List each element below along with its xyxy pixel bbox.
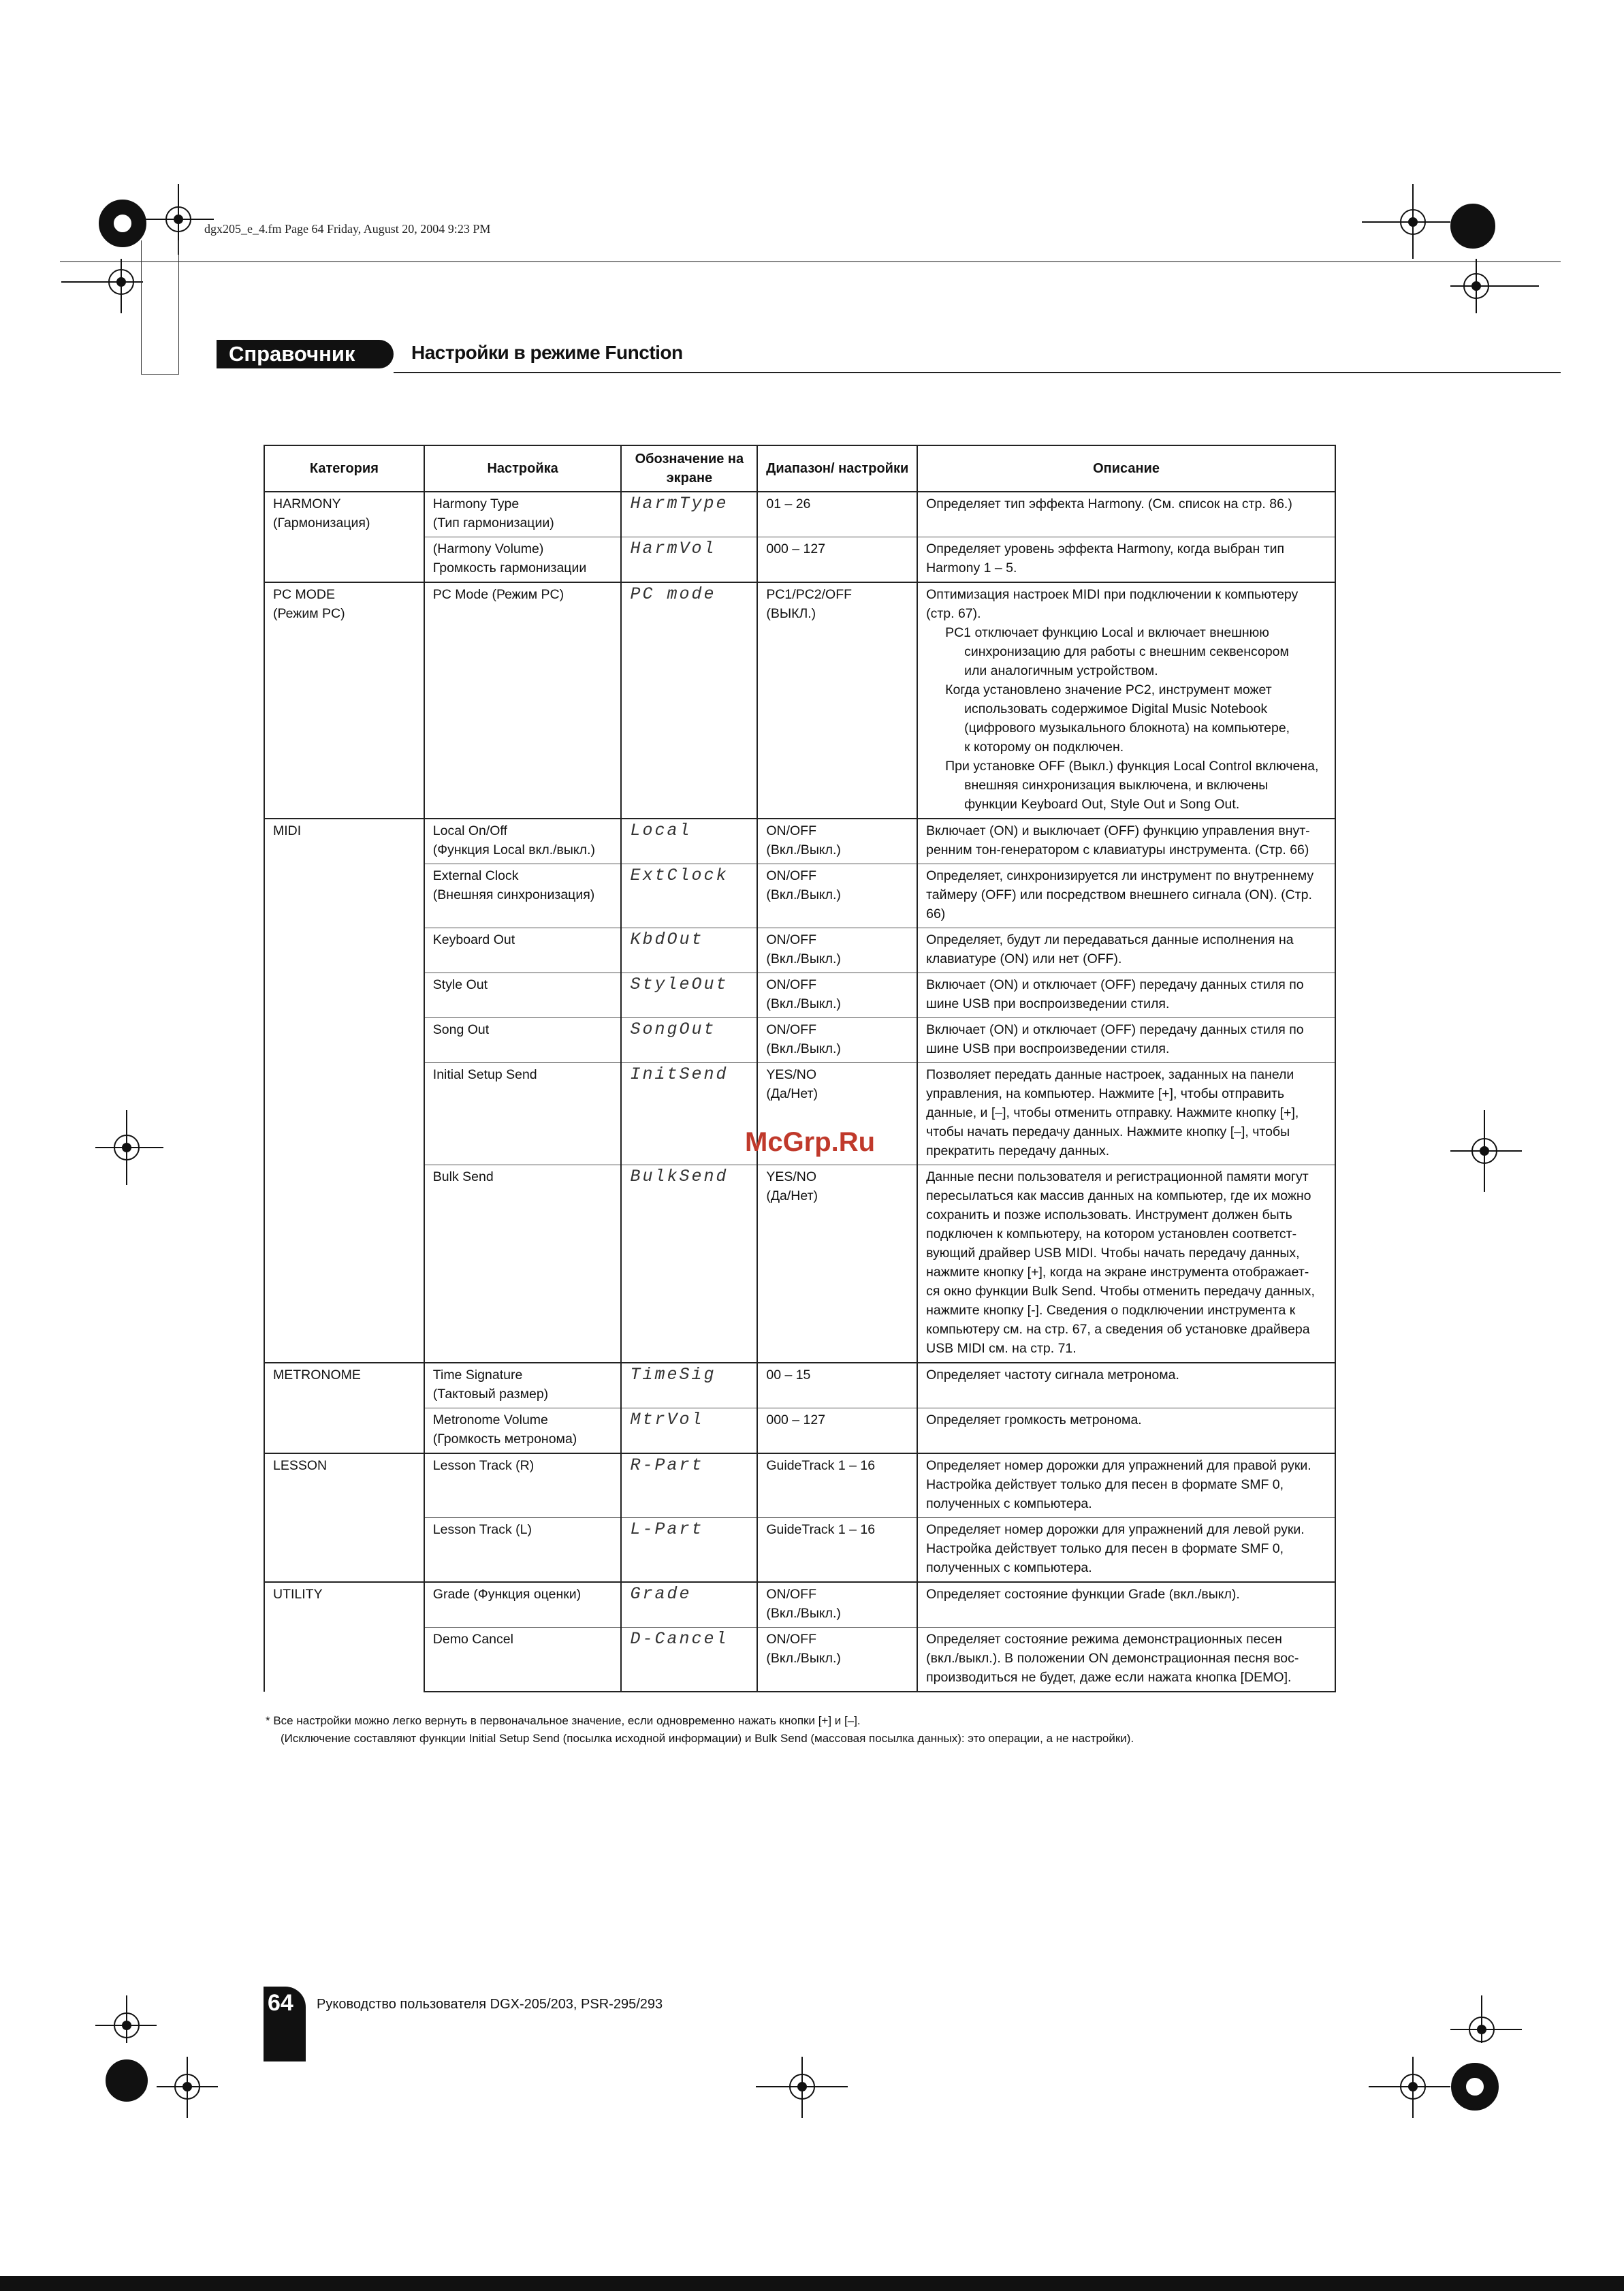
setting-cell bbox=[424, 973, 622, 1018]
table-row bbox=[264, 864, 1335, 928]
description-line: нажмите кнопку [-]. Сведения о подключении инструмента к bbox=[926, 1303, 1296, 1318]
range-label: (Вкл./Выкл.) bbox=[766, 1651, 841, 1666]
description-line: Позволяет передать данные настроек, заданных на панели bbox=[926, 1067, 1294, 1082]
table-row bbox=[264, 928, 1335, 973]
range-cell bbox=[757, 1363, 917, 1408]
range-label: ON/OFF bbox=[766, 1587, 817, 1602]
description-line: Определяет уровень эффекта Harmony, когда выбран тип bbox=[926, 541, 1285, 556]
display-cell: D-Cancel bbox=[621, 1628, 757, 1692]
setting-label: Time Signature bbox=[432, 1368, 523, 1382]
range-cell bbox=[757, 1453, 917, 1518]
description-line: полученных с компьютера. bbox=[926, 1496, 1092, 1511]
display-cell: Local bbox=[621, 819, 757, 864]
range-cell bbox=[757, 1165, 917, 1363]
setting-label: Song Out bbox=[432, 1022, 490, 1037]
description-line: (стр. 67). bbox=[926, 606, 981, 621]
setting-label: (Функция Local вкл./выкл.) bbox=[432, 842, 595, 857]
description-cell bbox=[917, 864, 1335, 928]
description-line: нажмите кнопку [+], когда на экране инструмента отображает- bbox=[926, 1265, 1309, 1280]
display-cell: TimeSig bbox=[621, 1363, 757, 1408]
bottom-bar bbox=[0, 2276, 1624, 2291]
table-row bbox=[264, 1165, 1335, 1363]
category-cell bbox=[264, 492, 424, 582]
page-title: Настройки в режиме Function bbox=[411, 342, 683, 363]
category-label: HARMONY bbox=[273, 496, 341, 511]
display-cell: HarmVol bbox=[621, 537, 757, 583]
setting-label: Громкость гармонизации bbox=[432, 560, 587, 575]
description-cell bbox=[917, 1582, 1335, 1628]
description-line: Настройка действует только для песен в формате SMF 0, bbox=[926, 1477, 1284, 1492]
header-category: Категория bbox=[264, 445, 424, 492]
range-label: ON/OFF bbox=[766, 868, 817, 883]
footnote bbox=[266, 1712, 1423, 1748]
description-line: клавиатуре (ON) или нет (OFF). bbox=[926, 951, 1122, 966]
setting-label: Style Out bbox=[432, 977, 488, 992]
description-cell bbox=[917, 928, 1335, 973]
description-cell bbox=[917, 1165, 1335, 1363]
category-label: PC MODE bbox=[273, 587, 336, 602]
description-line: сохранить и позже использовать. Инструмент должен быть bbox=[926, 1207, 1292, 1222]
setting-label: Demo Cancel bbox=[432, 1632, 513, 1647]
description-line: полученных с компьютера. bbox=[926, 1560, 1092, 1575]
range-label: ON/OFF bbox=[766, 932, 817, 947]
range-cell bbox=[757, 537, 917, 583]
description-line: Определяет частоту сигнала метронома. bbox=[926, 1368, 1179, 1382]
range-label: (Вкл./Выкл.) bbox=[766, 842, 841, 857]
description-line: данные, и [–], чтобы отменить отправку. Нажмите кнопку [+], bbox=[926, 1105, 1299, 1120]
category-label: LESSON bbox=[273, 1458, 328, 1473]
description-line: Определяет номер дорожки для упражнений для правой руки. bbox=[926, 1458, 1311, 1473]
table-row bbox=[264, 1018, 1335, 1063]
description-line: Включает (ON) и отключает (OFF) передачу данных стиля по bbox=[926, 977, 1304, 992]
description-cell bbox=[917, 819, 1335, 864]
range-label: ON/OFF bbox=[766, 1022, 817, 1037]
description-cell bbox=[917, 1628, 1335, 1692]
tab-outline bbox=[141, 240, 179, 375]
range-cell bbox=[757, 1408, 917, 1454]
setting-label: (Тип гармонизации) bbox=[432, 516, 554, 531]
range-label: 00 – 15 bbox=[766, 1368, 811, 1382]
range-label: ON/OFF bbox=[766, 1632, 817, 1647]
description-line: Данные песни пользователя и регистрационной памяти могут bbox=[926, 1169, 1309, 1184]
range-label: ON/OFF bbox=[766, 977, 817, 992]
description-line: Определяет громкость метронома. bbox=[926, 1412, 1142, 1427]
footnote-line-1: * Все настройки можно легко вернуть в первоначальное значение, если одновременно нажать кнопки [+] и [–]. bbox=[266, 1714, 861, 1727]
description-line: шине USB при воспроизведении стиля. bbox=[926, 996, 1170, 1011]
category-cell bbox=[264, 1582, 424, 1692]
description-line: Определяет номер дорожки для упражнений для левой руки. bbox=[926, 1522, 1305, 1537]
range-cell bbox=[757, 973, 917, 1018]
range-cell bbox=[757, 1582, 917, 1628]
description-cell bbox=[917, 1063, 1335, 1165]
description-cell bbox=[917, 582, 1335, 819]
description-line: компьютеру см. на стр. 67, а сведения об установке драйвера bbox=[926, 1322, 1310, 1337]
setting-cell bbox=[424, 928, 622, 973]
description-subline: использовать содержимое Digital Music Notebook bbox=[964, 701, 1268, 716]
description-line: Определяет состояние режима демонстрационных песен bbox=[926, 1632, 1282, 1647]
range-label: PC1/PC2/OFF bbox=[766, 587, 853, 602]
range-label: (Вкл./Выкл.) bbox=[766, 887, 841, 902]
description-cell bbox=[917, 1363, 1335, 1408]
display-cell: StyleOut bbox=[621, 973, 757, 1018]
setting-cell bbox=[424, 1363, 622, 1408]
description-line: пересылаться как массив данных на компьютер, где их можно bbox=[926, 1188, 1311, 1203]
range-label: (Да/Нет) bbox=[766, 1086, 818, 1101]
description-line: Определяет состояние функции Grade (вкл./выкл). bbox=[926, 1587, 1240, 1602]
range-label: (ВЫКЛ.) bbox=[766, 606, 816, 621]
table-row bbox=[264, 1363, 1335, 1408]
description-cell bbox=[917, 1453, 1335, 1518]
table-row bbox=[264, 1408, 1335, 1454]
category-label: (Режим PC) bbox=[273, 606, 345, 621]
range-label: YES/NO bbox=[766, 1169, 817, 1184]
print-slug: dgx205_e_4.fm Page 64 Friday, August 20, 2004 9:23 PM bbox=[204, 222, 491, 236]
description-subline: синхронизацию для работы с внешним секвенсором bbox=[964, 644, 1289, 659]
category-cell bbox=[264, 582, 424, 819]
setting-label: Keyboard Out bbox=[432, 932, 515, 947]
setting-label: Initial Setup Send bbox=[432, 1067, 537, 1082]
description-line: производиться не будет, даже если нажата кнопка [DEMO]. bbox=[926, 1670, 1292, 1685]
setting-cell bbox=[424, 1582, 622, 1628]
description-line: Определяет, синхронизируется ли инструмент по внутреннему bbox=[926, 868, 1314, 883]
setting-cell bbox=[424, 819, 622, 864]
range-label: (Да/Нет) bbox=[766, 1188, 818, 1203]
display-cell: InitSend bbox=[621, 1063, 757, 1165]
display-cell: L-Part bbox=[621, 1518, 757, 1583]
table-row bbox=[264, 973, 1335, 1018]
description-line: управления, на компьютер. Нажмите [+], чтобы отправить bbox=[926, 1086, 1285, 1101]
description-subline: внешняя синхронизация выключена, и включены bbox=[964, 778, 1269, 793]
range-label: GuideTrack 1 – 16 bbox=[766, 1458, 876, 1473]
description-cell bbox=[917, 1018, 1335, 1063]
description-subline: (цифрового музыкального блокнота) на компьютере, bbox=[964, 721, 1290, 736]
display-cell: ExtClock bbox=[621, 864, 757, 928]
description-line: ся окно функции Bulk Send. Чтобы отменить передачу данных, bbox=[926, 1284, 1315, 1299]
setting-label: Harmony Type bbox=[432, 496, 520, 511]
footer-text: Руководство пользователя DGX-205/203, PSR-295/293 bbox=[317, 1997, 663, 2012]
setting-cell bbox=[424, 1063, 622, 1165]
setting-cell bbox=[424, 1018, 622, 1063]
description-subline: При установке OFF (Выкл.) функция Local Control включена, bbox=[945, 759, 1319, 774]
range-label: GuideTrack 1 – 16 bbox=[766, 1522, 876, 1537]
description-cell bbox=[917, 1518, 1335, 1583]
category-label: (Гармонизация) bbox=[273, 516, 370, 531]
setting-label: External Clock bbox=[432, 868, 519, 883]
range-cell bbox=[757, 492, 917, 537]
range-label: ON/OFF bbox=[766, 823, 817, 838]
table-header-row bbox=[264, 445, 1335, 492]
setting-cell bbox=[424, 492, 622, 537]
range-cell bbox=[757, 928, 917, 973]
header-rule bbox=[394, 372, 1561, 373]
description-line: вующий драйвер USB MIDI. Чтобы начать передачу данных, bbox=[926, 1246, 1300, 1261]
description-line: шине USB при воспроизведении стиля. bbox=[926, 1041, 1170, 1056]
range-label: 000 – 127 bbox=[766, 1412, 826, 1427]
category-cell bbox=[264, 1363, 424, 1453]
setting-label: (Внешняя синхронизация) bbox=[432, 887, 595, 902]
description-line: ренним тон-генератором с клавиатуры инструмента. (Стр. 66) bbox=[926, 842, 1309, 857]
description-line: Включает (ON) и выключает (OFF) функцию управления внут- bbox=[926, 823, 1310, 838]
header-description: Описание bbox=[917, 445, 1335, 492]
table-row bbox=[264, 1453, 1335, 1518]
description-line: (вкл./выкл.). В положении ON демонстрационная песня вос- bbox=[926, 1651, 1299, 1666]
description-line: таймеру (OFF) или посредством внешнего сигнала (ON). (Стр. 66) bbox=[926, 887, 1312, 921]
table-row bbox=[264, 819, 1335, 864]
range-cell bbox=[757, 1518, 917, 1583]
description-subline: Когда установлено значение PC2, инструмент может bbox=[945, 682, 1272, 697]
description-line: Определяет тип эффекта Harmony. (См. список на стр. 86.) bbox=[926, 496, 1292, 511]
description-subline: PC1 отключает функцию Local и включает внешнюю bbox=[945, 625, 1269, 640]
display-cell: R-Part bbox=[621, 1453, 757, 1518]
header-setting: Настройка bbox=[424, 445, 622, 492]
footnote-line-2: (Исключение составляют функции Initial Setup Send (посылка исходной информации) и Bulk Send (массовая посылка данных): это операции, а не настройки). bbox=[281, 1732, 1134, 1745]
description-line: Harmony 1 – 5. bbox=[926, 560, 1017, 575]
range-cell bbox=[757, 819, 917, 864]
category-cell bbox=[264, 819, 424, 1363]
range-label: (Вкл./Выкл.) bbox=[766, 1606, 841, 1621]
header-display: Обозначение на экране bbox=[621, 445, 757, 492]
setting-cell bbox=[424, 582, 622, 819]
description-cell bbox=[917, 1408, 1335, 1454]
setting-label: Local On/Off bbox=[432, 823, 507, 838]
range-label: 000 – 127 bbox=[766, 541, 826, 556]
range-cell bbox=[757, 1018, 917, 1063]
setting-label: Lesson Track (R) bbox=[432, 1458, 535, 1473]
range-label: YES/NO bbox=[766, 1067, 817, 1082]
range-cell bbox=[757, 864, 917, 928]
setting-cell bbox=[424, 537, 622, 583]
display-cell: SongOut bbox=[621, 1018, 757, 1063]
range-label: (Вкл./Выкл.) bbox=[766, 996, 841, 1011]
category-label: METRONOME bbox=[273, 1368, 361, 1382]
display-cell: KbdOut bbox=[621, 928, 757, 973]
setting-label: Grade (Функция оценки) bbox=[432, 1587, 582, 1602]
range-cell bbox=[757, 1628, 917, 1692]
description-line: Определяет, будут ли передаваться данные исполнения на bbox=[926, 932, 1294, 947]
description-line: чтобы начать передачу данных. Нажмите кнопку [–], чтобы bbox=[926, 1124, 1290, 1139]
setting-label: (Громкость метронома) bbox=[432, 1432, 577, 1447]
display-cell: PC mode bbox=[621, 582, 757, 819]
setting-cell bbox=[424, 1408, 622, 1454]
function-settings-table bbox=[264, 445, 1336, 1692]
description-line: прекратить передачу данных. bbox=[926, 1143, 1110, 1158]
description-line: Включает (ON) и отключает (OFF) передачу данных стиля по bbox=[926, 1022, 1304, 1037]
setting-label: (Harmony Volume) bbox=[432, 541, 544, 556]
table-row bbox=[264, 537, 1335, 583]
description-subline: к которому он подключен. bbox=[964, 740, 1124, 755]
table-row bbox=[264, 1518, 1335, 1583]
category-label: UTILITY bbox=[273, 1587, 323, 1602]
display-cell: BulkSend bbox=[621, 1165, 757, 1363]
table-row bbox=[264, 582, 1335, 819]
description-subline: или аналогичным устройством. bbox=[964, 663, 1158, 678]
category-cell bbox=[264, 1453, 424, 1582]
setting-label: PC Mode (Режим PC) bbox=[432, 587, 564, 602]
watermark: McGrp.Ru bbox=[745, 1127, 876, 1157]
description-line: Настройка действует только для песен в формате SMF 0, bbox=[926, 1541, 1284, 1556]
setting-cell bbox=[424, 864, 622, 928]
description-line: USB MIDI см. на стр. 71. bbox=[926, 1341, 1077, 1356]
range-cell bbox=[757, 582, 917, 819]
setting-label: Metronome Volume bbox=[432, 1412, 548, 1427]
table-row bbox=[264, 1582, 1335, 1628]
range-label: 01 – 26 bbox=[766, 496, 811, 511]
header-range: Диапазон/ настройки bbox=[757, 445, 917, 492]
setting-label: (Тактовый размер) bbox=[432, 1387, 549, 1402]
section-badge: Справочник bbox=[217, 340, 394, 368]
range-label: (Вкл./Выкл.) bbox=[766, 951, 841, 966]
description-line: подключен к компьютеру, на котором установлен соответст- bbox=[926, 1227, 1297, 1242]
display-cell: Grade bbox=[621, 1582, 757, 1628]
setting-cell bbox=[424, 1628, 622, 1692]
table-row bbox=[264, 492, 1335, 537]
page-number: 64 bbox=[268, 1990, 293, 2016]
display-cell: HarmType bbox=[621, 492, 757, 537]
table-row bbox=[264, 1628, 1335, 1692]
setting-label: Bulk Send bbox=[432, 1169, 494, 1184]
description-line: Оптимизация настроек MIDI при подключении к компьютеру bbox=[926, 587, 1299, 602]
display-cell: MtrVol bbox=[621, 1408, 757, 1454]
description-cell bbox=[917, 492, 1335, 537]
description-subline: функции Keyboard Out, Style Out и Song Out. bbox=[964, 797, 1240, 812]
setting-label: Lesson Track (L) bbox=[432, 1522, 532, 1537]
setting-cell bbox=[424, 1453, 622, 1518]
description-cell bbox=[917, 973, 1335, 1018]
description-cell bbox=[917, 537, 1335, 583]
range-label: (Вкл./Выкл.) bbox=[766, 1041, 841, 1056]
setting-cell bbox=[424, 1165, 622, 1363]
category-label: MIDI bbox=[273, 823, 302, 838]
setting-cell bbox=[424, 1518, 622, 1583]
